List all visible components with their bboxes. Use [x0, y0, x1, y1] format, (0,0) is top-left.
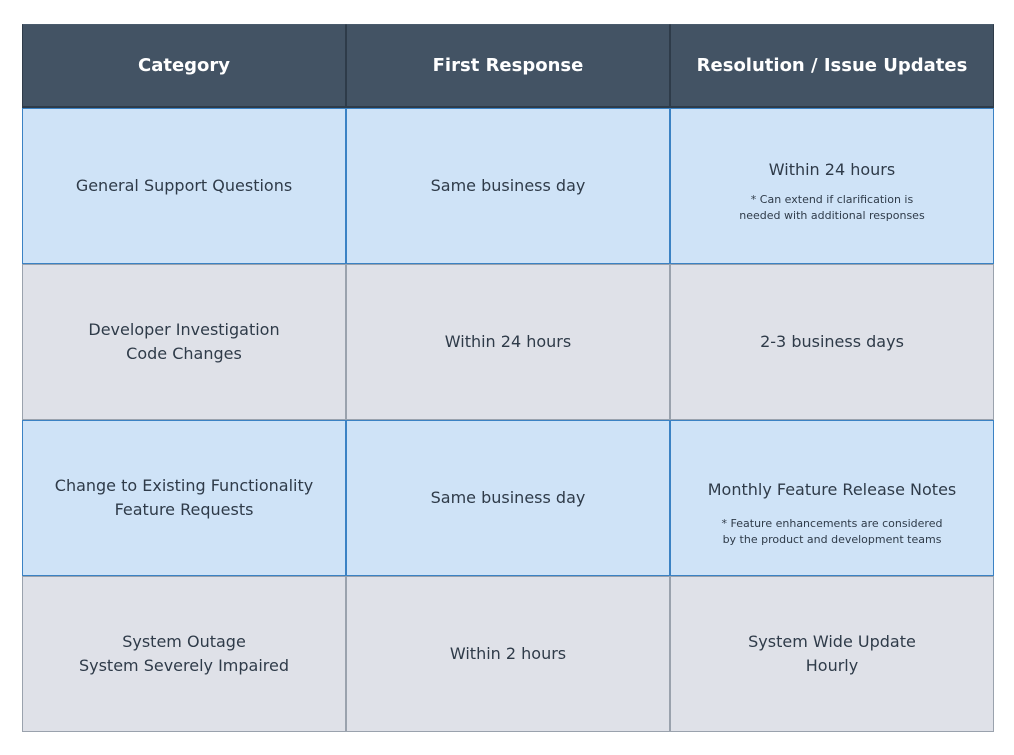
row-1-first-response-value: Same business day: [430, 176, 586, 195]
header-category: [22, 24, 346, 108]
row-3-first-response: [346, 420, 670, 576]
row-1-category: [22, 108, 346, 264]
row-4-resolution: [670, 576, 994, 732]
row-1-resolution: [670, 108, 994, 264]
row-1-category-line-1: General Support Questions: [75, 176, 293, 195]
row-3-note-line-2: by the product and development teams: [722, 533, 942, 546]
row-3-category: [22, 420, 346, 576]
row-2-category: [22, 264, 346, 420]
header-first-response-label: First Response: [432, 54, 584, 76]
row-4-category-line-1: System Outage: [122, 632, 246, 651]
row-4-resolution-line-1: System Wide Update: [748, 632, 916, 651]
row-2-resolution-value: 2-3 business days: [760, 332, 904, 351]
row-2-first-response-value: Within 24 hours: [444, 332, 572, 351]
row-3-resolution-value: Monthly Feature Release Notes: [707, 480, 957, 499]
row-3-resolution-note: [722, 516, 943, 548]
row-3-category-line-1: Change to Existing Functionality: [54, 476, 314, 495]
row-4-category: [22, 576, 346, 732]
row-3-first-response-value: Same business day: [430, 488, 586, 507]
row-4-category-line-2: System Severely Impaired: [78, 656, 290, 675]
header-resolution-label: Resolution / Issue Updates: [696, 54, 968, 76]
row-3-note-line-1: * Feature enhancements are considered: [721, 517, 943, 530]
row-4-first-response: [346, 576, 670, 732]
row-1-note-line-1: * Can extend if clarification is: [750, 193, 914, 206]
support-sla-table: [22, 24, 994, 732]
row-2-resolution: [670, 264, 994, 420]
row-1-resolution-value: Within 24 hours: [768, 160, 896, 179]
row-3-resolution: [670, 420, 994, 576]
row-2-first-response: [346, 264, 670, 420]
row-3-category-line-2: Feature Requests: [114, 500, 254, 519]
row-4-resolution-line-2: Hourly: [805, 656, 859, 675]
row-1-first-response: [346, 108, 670, 264]
row-2-category-line-1: Developer Investigation: [88, 320, 280, 339]
header-first-response: [346, 24, 670, 108]
header-category-label: Category: [137, 54, 231, 76]
row-4-first-response-value: Within 2 hours: [449, 644, 567, 663]
row-2-category-line-2: Code Changes: [126, 344, 242, 363]
row-1-resolution-note: [739, 192, 924, 224]
header-resolution: [670, 24, 994, 108]
row-1-note-line-2: needed with additional responses: [739, 209, 925, 222]
